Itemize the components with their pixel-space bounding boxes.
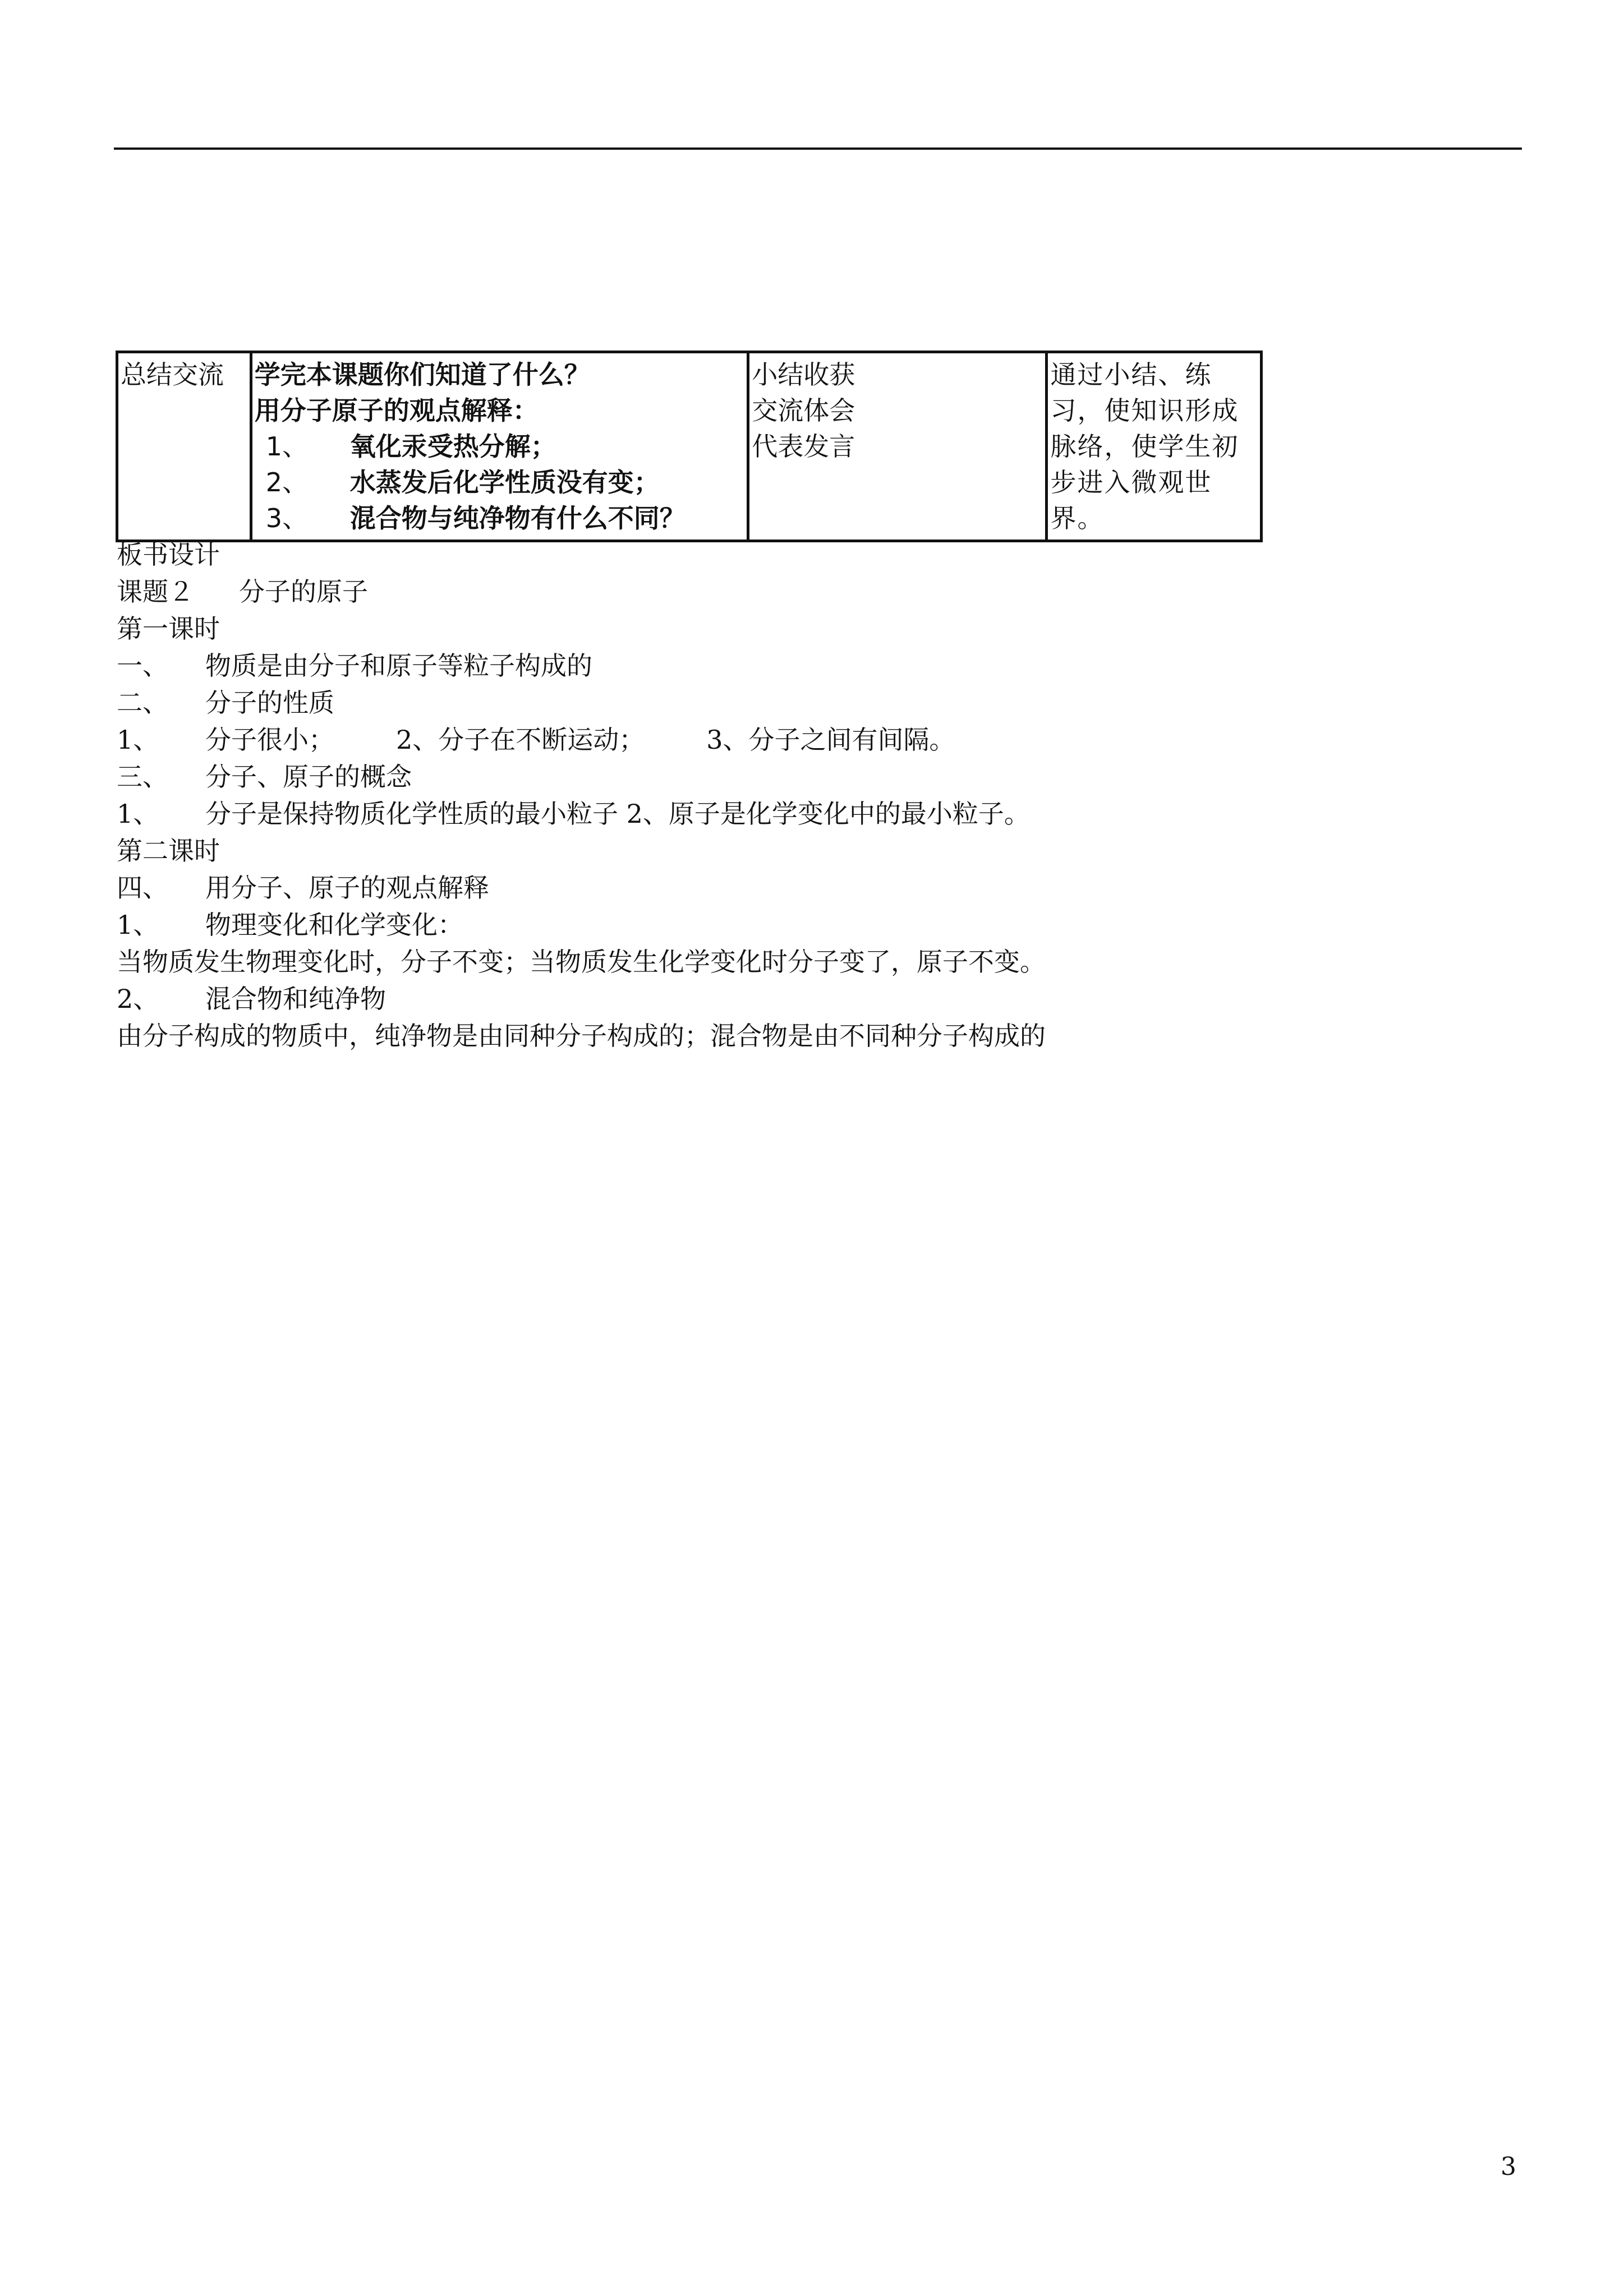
list-item [255,464,744,500]
activity-line: 交流体会 [752,395,855,426]
item-text: 氧化汞受热分解； [349,431,556,462]
property-two: 2、分子在不断运动； [396,725,645,755]
activity-line: 小结收获 [752,359,855,390]
item-text: 混合物和纯净物 [205,984,386,1014]
item-number: 1、 [265,431,309,462]
topic-title: 分子的原子 [239,577,368,607]
property-one: 分子很小； [205,725,334,755]
lesson-two-heading: 第二课时 [117,836,220,866]
content-prompt: 用分子原子的观点解释： [254,395,539,426]
section-number: 二、 [117,688,168,718]
concepts-line [117,795,1519,832]
section-number: 四、 [117,873,168,903]
item-number: 1、 [117,725,159,755]
molecule-properties [117,721,1519,758]
content-question: 学完本课题你们知道了什么？ [254,359,590,390]
section-four [117,869,1519,906]
change-types-item [117,906,1519,943]
section-one [117,647,1519,684]
lesson-one-heading: 第一课时 [117,614,220,644]
section-text: 分子的性质 [205,688,334,718]
student-activity-cell [748,352,1047,541]
activity-line: 代表发言 [752,431,855,462]
section-number: 三、 [117,762,168,792]
section-two [117,684,1519,721]
mixture-pure-detail: 由分子构成的物质中，纯净物是由同种分子构成的；混合物是由不同种分子构成的 [117,1021,1046,1051]
item-text: 物理变化和化学变化： [205,910,463,940]
change-types-detail: 当物质发生物理变化时，分子不变；当物质发生化学变化时分子变了，原子不变。 [117,947,1046,977]
concepts-text: 分子是保持物质化学性质的最小粒子 2、原子是化学变化中的最小粒子。 [205,799,1030,829]
section-text: 物质是由分子和原子等粒子构成的 [205,651,592,681]
item-number: 2、 [265,467,309,497]
board-design [117,536,1519,1054]
item-number: 1、 [117,799,159,829]
table-row [117,352,1262,541]
item-number: 3、 [265,503,309,533]
section-three [117,758,1519,795]
item-number: 2、 [117,984,159,1014]
list-item [255,428,744,464]
list-item [255,500,744,536]
section-text: 分子、原子的概念 [205,762,412,792]
page-number: 3 [1501,2152,1516,2181]
board-heading: 板书设计 [117,540,220,570]
topic-number: 课题２ [117,577,194,607]
item-number: 1、 [117,910,159,940]
topic-line [117,573,1519,610]
item-text: 水蒸发后化学性质没有变； [349,467,660,497]
stage-label: 总结交流 [121,359,224,390]
mixture-pure-item [117,980,1519,1017]
section-number: 一、 [117,651,168,681]
item-text: 混合物与纯净物有什么不同？ [349,503,686,533]
stage-cell [117,352,251,541]
property-three: 3、分子之间有间隔。 [706,725,955,755]
purpose-cell: 通过小结、练习，使知识形成脉络，使学生初步进入微观世界。 [1047,352,1262,541]
header-rule [114,147,1522,150]
summary-table [116,351,1263,542]
section-text: 用分子、原子的观点解释 [205,873,489,903]
content-cell [251,352,748,541]
